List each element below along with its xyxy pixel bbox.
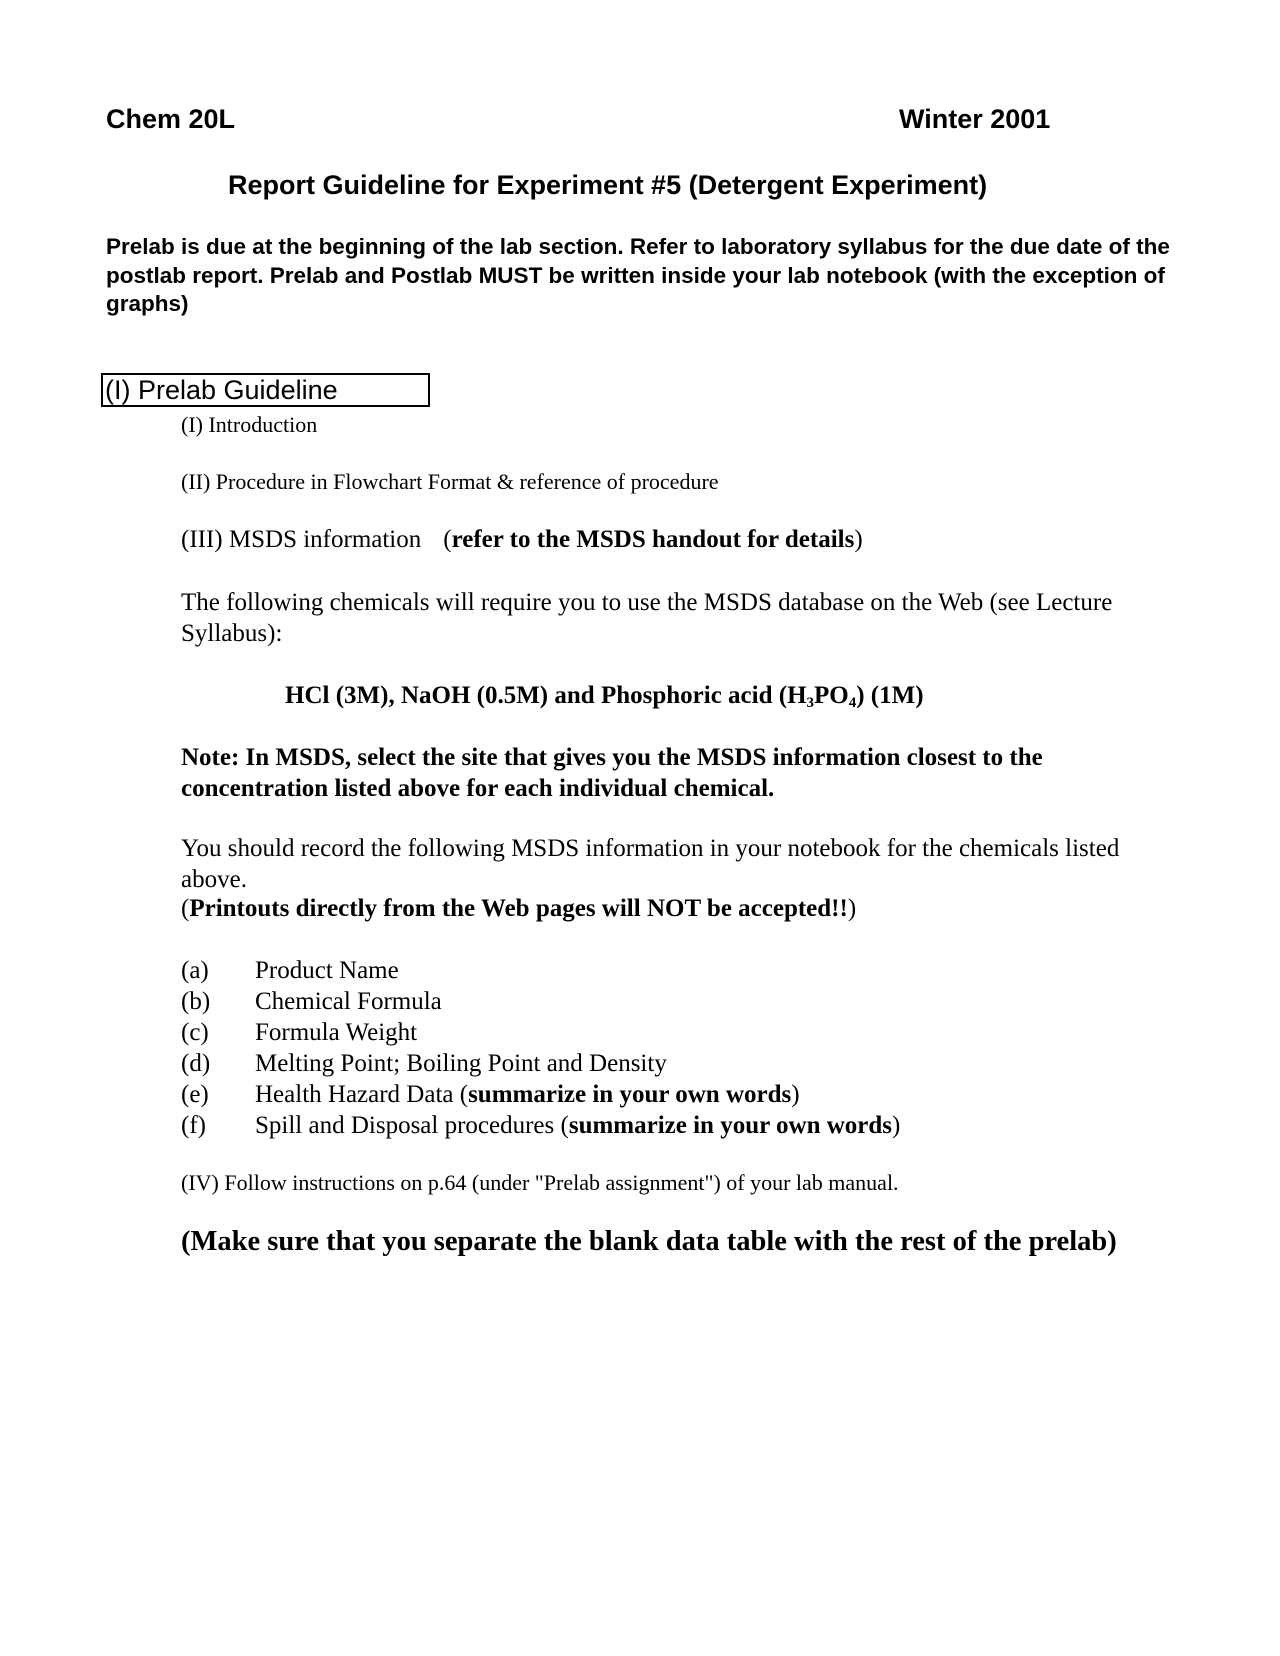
list-item-label: (e) [181,1081,209,1108]
list-item-text-tail: ) [791,1081,800,1108]
section-msds [181,526,863,554]
msds-info-list [181,955,900,1141]
list-item-text-tail: ) [892,1112,901,1139]
separate-table-reminder: (Make sure that you separate the blank data table with the rest of the prelab) [181,1226,1117,1257]
list-item-text: Product Name [255,957,399,984]
prelab-guideline-heading: (I) Prelab Guideline [101,373,430,407]
msds-open-paren: ( [443,526,452,553]
list-item-text-main: Health Hazard Data ( [255,1081,469,1108]
list-item-text: Chemical Formula [255,988,442,1015]
record-instruction: You should record the following MSDS information in your notebook for the chemicals listed above. [181,835,1120,893]
list-item [181,986,900,1017]
chem-sub-2: 4 [848,695,857,711]
chemical-list [285,682,924,712]
due-notice: Prelab is due at the beginning of the lab section. Refer to laboratory syllabus for the due date of the postlab report. Prelab and Postlab MUST be written inside your lab notebook (with the exception of graphs) [106,234,1170,316]
list-item-text [255,1110,900,1141]
chem-part-2: PO [814,682,849,709]
list-item-label: (a) [181,957,209,984]
list-item-label: (b) [181,988,211,1015]
section-follow-instructions: (IV) Follow instructions on p.64 (under "Prelab assignment") of your lab manual. [181,1170,899,1195]
list-item-text: Melting Point; Boiling Point and Density [255,1050,667,1077]
msds-label: (III) MSDS information [181,526,422,553]
list-item [181,955,900,986]
list-item-label: (d) [181,1050,211,1077]
chem-part-1: HCl (3M), NaOH (0.5M) and Phosphoric acid (H [285,682,807,709]
list-item-text [255,1079,800,1110]
list-item-text: Formula Weight [255,1019,418,1046]
msds-web-instruction: The following chemicals will require you to use the MSDS database on the Web (see Lecture Syllabus): [181,589,1113,647]
term-label: Winter 2001 [899,104,1051,134]
list-item [181,1110,900,1141]
printouts-warning [181,895,856,923]
list-item [181,1048,900,1079]
printouts-text: Printouts directly from the Web pages will NOT be accepted!! [189,895,848,922]
list-item-text-bold: summarize in your own words [468,1081,792,1108]
list-item-label: (f) [181,1112,206,1139]
msds-note: Note: In MSDS, select the site that gives you the MSDS information closest to the concentration listed above for each individual chemical. [181,744,1043,802]
list-item-label: (c) [181,1019,209,1046]
chem-part-3: ) (1M) [856,682,924,709]
list-item [181,1079,900,1110]
msds-close-paren: ) [854,526,863,553]
printouts-open-paren: ( [181,895,190,922]
course-title: Chem 20L [106,104,236,134]
list-item-text-main: Spill and Disposal procedures ( [255,1112,569,1139]
msds-reference: refer to the MSDS handout for details [451,526,855,553]
chem-sub-1: 3 [806,695,815,711]
list-item-text-bold: summarize in your own words [568,1112,893,1139]
list-item [181,1017,900,1048]
section-procedure: (II) Procedure in Flowchart Format & reference of procedure [181,469,719,494]
page-title: Report Guideline for Experiment #5 (Detergent Experiment) [228,170,988,200]
printouts-close-paren: ) [847,895,857,922]
section-introduction: (I) Introduction [181,412,318,437]
